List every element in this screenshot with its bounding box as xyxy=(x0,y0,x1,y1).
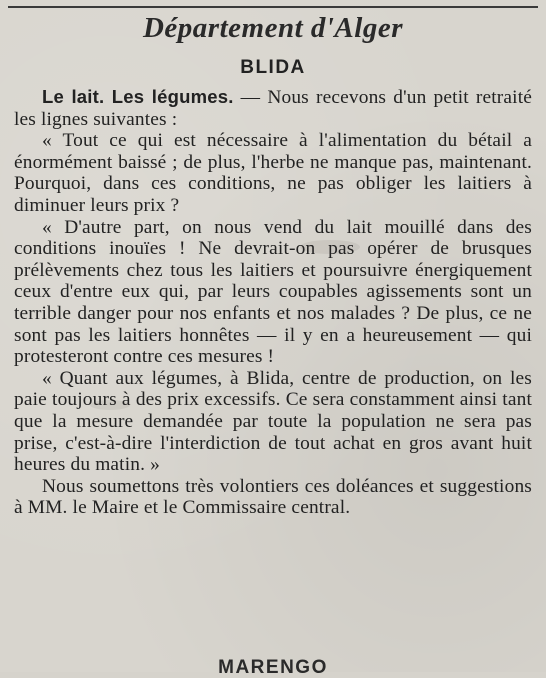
next-section-heading: MARENGO xyxy=(218,657,328,678)
article-paragraph: « Tout ce qui est nécessaire à l'alimentation du bétail a énormément baissé ; de plus, l'herbe ne manque pas, maintenant. Pourquoi, dans ces conditions, ne pas obliger les laitiers à diminuer leurs prix ? xyxy=(14,130,532,216)
article-body xyxy=(14,86,532,519)
section-heading: BLIDA xyxy=(240,57,306,78)
article-paragraph: Nous soumettons très volontiers ces doléances et suggestions à MM. le Maire et le Commissaire central. xyxy=(14,475,532,519)
article-paragraph xyxy=(14,86,532,130)
article-lead-title: Le lait. Les légumes. xyxy=(42,86,234,107)
article-paragraph: « D'autre part, on nous vend du lait mouillé dans des conditions inouïes ! Ne devrait-on pas opérer de brusques prélèvements chez tous les laitiers et poursuivre énergiquement ceux d'entre eux qui, par leurs coupables agissements sont un terrible danger pour nos enfants et nos malades ? De plus, ce ne sont pas les laitiers honnêtes — il y en a heureusement — qui protesteront contre ces mesures ! xyxy=(14,216,532,368)
article-paragraph: « Quant aux légumes, à Blida, centre de production, on les paie toujours à des prix excessifs. Ce sera constamment ainsi tant que la mesure demandée par toute la population ne sera pas prise, c'est-à-dire l'interdiction de tout achat en gros avant huit heures du matin. » xyxy=(14,367,532,476)
top-rule xyxy=(8,6,538,8)
article-lead-text: — Nous recevons d'un petit retraité les lignes suivantes : xyxy=(14,87,532,130)
department-heading: Département d'Alger xyxy=(142,12,403,44)
